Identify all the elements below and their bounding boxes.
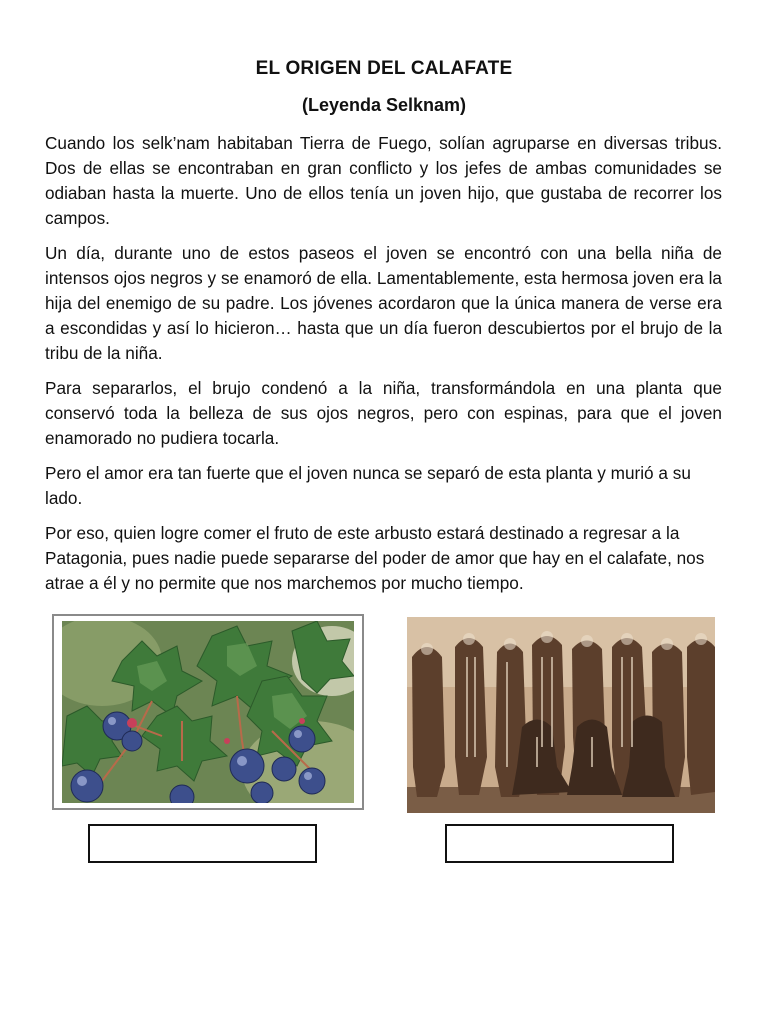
selknam-people-photo — [407, 617, 715, 813]
paragraph-2: Un día, durante uno de estos paseos el joven se encontró con una bella niña de intensos ojos negros y se enamoró de ella. Lamentablemente, esta hermosa joven era la hija del enemigo de su padre. Los jóvenes acordaron que la única manera de verse era a escondidas y así lo hicieron… hasta que un día fueron descubiertos por el brujo de la tribu de la niña. — [45, 243, 722, 363]
document-title: EL ORIGEN DEL CALAFATE — [255, 58, 513, 79]
answer-box-right[interactable] — [445, 824, 674, 863]
paragraph-4: Pero el amor era tan fuerte que el joven nunca se separó de esta planta y murió a su lado. — [45, 463, 691, 508]
paragraph-1: Cuando los selk’nam habitaban Tierra de Fuego, solían agruparse en diversas tribus. Dos de ellas se encontraban en gran conflicto y los jefes de ambas comunidades se odiaban hasta la muerte. Uno de ellos tenía un joven hijo, que gustaba de recorrer los campos. — [45, 133, 722, 228]
calafate-photo-frame — [52, 614, 364, 810]
calafate-berries-image — [62, 621, 354, 803]
story-body — [45, 131, 722, 606]
paragraph-3: Para separarlos, el brujo condenó a la niña, transformándola en una planta que conservó toda la belleza de sus ojos negros, pero con espinas, para que el joven enamorado no pudiera tocarla. — [45, 378, 722, 448]
answer-box-left[interactable] — [88, 824, 317, 863]
document-subtitle: (Leyenda Selknam) — [301, 95, 467, 115]
paragraph-5: Por eso, quien logre comer el fruto de este arbusto estará destinado a regresar a la Patagonia, pues nadie puede separarse del poder de amor que hay en el calafate, nos atrae a él y no permite que nos marchemos por mucho tiempo. — [45, 523, 705, 593]
